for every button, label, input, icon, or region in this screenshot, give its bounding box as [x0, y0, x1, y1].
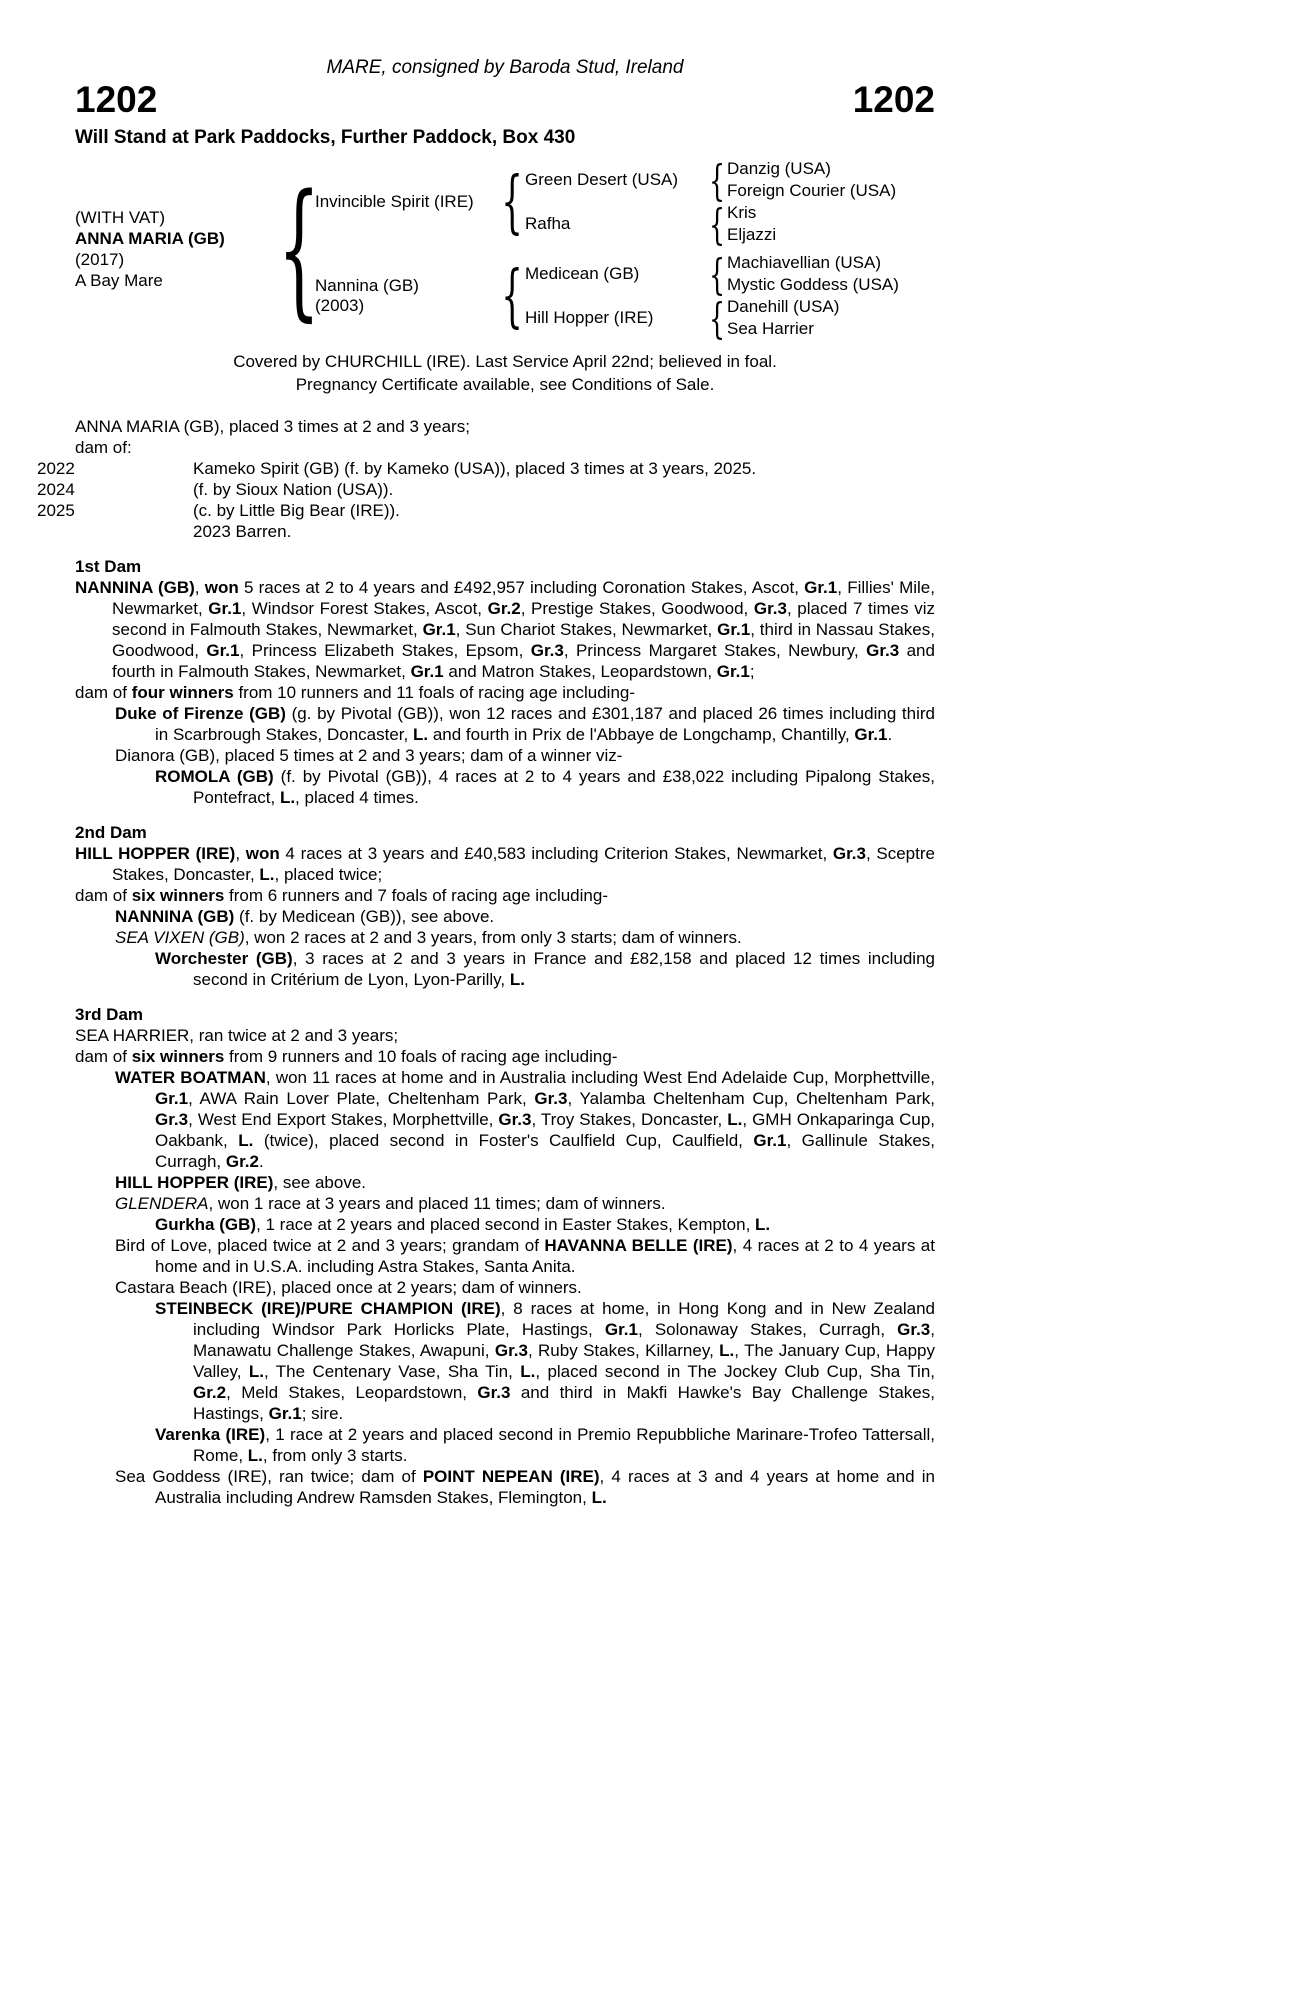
- great-grandparent-name: Danehill (USA): [727, 297, 840, 316]
- lot-number-right: 1202: [852, 79, 935, 120]
- great-grandparent-name: Mystic Goddess (USA): [727, 275, 899, 294]
- lot-number-row: [75, 80, 935, 120]
- covering-line: Covered by CHURCHILL (IRE). Last Service April 22nd; believed in foal.: [233, 352, 777, 371]
- dam-of-label: dam of:: [75, 438, 132, 457]
- pedigree-brace: {: [708, 199, 726, 249]
- lot-number-left: 1202: [75, 79, 158, 120]
- horse-entry: STEINBECK (IRE)/PURE CHAMPION (IRE), 8 races at home, in Hong Kong and in New Zealand including Windsor Park Horlicks Plate, Hastings, Gr.1, Solonaway Stakes, Curragh, Gr.3, Manawatu Challenge Stakes, Awapuni, Gr.3, Ruby Stakes, Killarney, L., The January Cup, Happy Valley, L., The Centenary Vase, Sha Tin, L., placed second in The Jockey Club Cup, Sha Tin, Gr.2, Meld Stakes, Leopardstown, Gr.3 and third in Makfi Hawke's Bay Challenge Stakes, Hastings, Gr.1; sire.: [155, 1299, 935, 1423]
- grandparent-name: Hill Hopper (IRE): [525, 308, 654, 327]
- horse-entry: HILL HOPPER (IRE), see above.: [115, 1173, 366, 1192]
- dam-of-summary: dam of six winners from 9 runners and 10 foals of racing age including-: [75, 1047, 618, 1066]
- dam-year: (2003): [315, 296, 365, 315]
- horse-entry: Worchester (GB), 3 races at 2 and 3 years in France and £82,158 and placed 12 times including second in Critérium de Lyon, Lyon-Parilly, L.: [155, 949, 935, 989]
- dam-of-summary: dam of four winners from 10 runners and 11 foals of racing age including-: [75, 683, 636, 702]
- horse-entry: SEA VIXEN (GB), won 2 races at 2 and 3 years, from only 3 starts; dam of winners.: [115, 928, 742, 947]
- produce-year: 2022: [37, 459, 75, 478]
- grandparent-name: Medicean (GB): [525, 264, 640, 283]
- granddam-branch: [525, 199, 896, 249]
- mare-race-record: ANNA MARIA (GB), placed 3 times at 2 and 3 years;: [75, 417, 470, 436]
- grandparent-name: Green Desert (USA): [525, 170, 679, 189]
- great-grandparent-name: Kris: [727, 203, 757, 222]
- horse-entry: Varenka (IRE), 1 race at 2 years and placed second in Premio Repubbliche Marinare-Trofeo Tattersall, Rome, L., from only 3 starts.: [155, 1425, 936, 1465]
- produce-record: 2025 (c. by Little Big Bear (IRE)).: [37, 501, 400, 520]
- subject-year: (2017): [75, 250, 125, 269]
- horse-entry: Dianora (GB), placed 5 times at 2 and 3 years; dam of a winner viz-: [115, 746, 623, 765]
- horse-entry: NANNINA (GB) (f. by Medicean (GB)), see above.: [115, 907, 495, 926]
- covering-details: [75, 350, 935, 396]
- great-grandparent-name: Sea Harrier: [727, 319, 814, 338]
- grandparent-name: Rafha: [525, 214, 571, 233]
- subject-name: ANNA MARIA (GB): [75, 229, 225, 248]
- pedigree-brace: {: [501, 162, 523, 242]
- horse-entry: SEA HARRIER, ran twice at 2 and 3 years;: [75, 1026, 399, 1045]
- pedigree-brace: {: [708, 155, 726, 205]
- dam-of-summary: dam of six winners from 6 runners and 7 foals of racing age including-: [75, 886, 608, 905]
- subject-vat: (WITH VAT): [75, 208, 166, 227]
- great-grandparent-name: Machiavellian (USA): [727, 253, 881, 272]
- produce-year: 2025: [37, 501, 75, 520]
- horse-entry: ROMOLA (GB) (f. by Pivotal (GB)), 4 races at 2 to 4 years and £38,022 including Pipalong Stakes, Pontefract, L., placed 4 times.: [155, 767, 935, 807]
- horse-entry: HILL HOPPER (IRE), won 4 races at 3 years and £40,583 including Criterion Stakes, Newmarket, Gr.3, Sceptre Stakes, Doncaster, L., placed twice;: [75, 844, 935, 884]
- horse-entry: Sea Goddess (IRE), ran twice; dam of POINT NEPEAN (IRE), 4 races at 3 and 4 years at home and in Australia including Andrew Ramsden Stakes, Flemington, L.: [115, 1467, 935, 1507]
- produce-record: 2022 Kameko Spirit (GB) (f. by Kameko (USA)), placed 3 times at 3 years, 2025.: [37, 459, 757, 478]
- pedigree-brace: {: [277, 163, 321, 335]
- dam-branch: [315, 249, 899, 343]
- horse-entry: GLENDERA, won 1 race at 3 years and placed 11 times; dam of winners.: [115, 1194, 666, 1213]
- horse-entry: Castara Beach (IRE), placed once at 2 years; dam of winners.: [115, 1278, 582, 1297]
- second-dam-heading: 2nd Dam: [75, 823, 147, 842]
- pedigree-brace: {: [501, 256, 523, 336]
- produce-record: 2023 Barren.: [193, 522, 292, 541]
- great-grandparent-name: Danzig (USA): [727, 159, 831, 178]
- horse-entry: Bird of Love, placed twice at 2 and 3 years; grandam of HAVANNA BELLE (IRE), 4 races at 2 to 4 years at home and in U.S.A. including Astra Stakes, Santa Anita.: [115, 1236, 935, 1276]
- sire-name: Invincible Spirit (IRE): [315, 192, 474, 211]
- produce-year: 2024: [37, 480, 75, 499]
- great-grandparent-name: Foreign Courier (USA): [727, 181, 897, 200]
- dam-name-block: [315, 276, 499, 316]
- pedigree-text: [37, 416, 936, 1508]
- pregnancy-certificate-line: Pregnancy Certificate available, see Conditions of Sale.: [295, 375, 715, 394]
- third-dam-heading: 3rd Dam: [75, 1005, 144, 1024]
- subject-description: A Bay Mare: [75, 271, 163, 290]
- grandsire-branch: [525, 155, 897, 205]
- horse-entry: WATER BOATMAN, won 11 races at home and in Australia including West End Adelaide Cup, Morphettville, Gr.1, AWA Rain Lover Plate, Cheltenham Park, Gr.3, Yalamba Cheltenham Cup, Cheltenham Park, Gr.3, West End Export Stakes, Morphettville, Gr.3, Troy Stakes, Doncaster, L., GMH Onkaparinga Cup, Oakbank, L. (twice), placed second in Foster's Caulfield Cup, Caulfield, Gr.1, Gallinule Stakes, Curragh, Gr.2.: [115, 1068, 935, 1171]
- pedigree-tree: [75, 155, 935, 343]
- subject-horse-block: [75, 207, 283, 291]
- horse-entry: Duke of Firenze (GB) (g. by Pivotal (GB)), won 12 races and £301,187 and placed 26 times including third in Scarbrough Stakes, Doncaster, L. and fourth in Prix de l'Abbaye de Longchamp, Chantilly, Gr.1.: [115, 704, 936, 744]
- great-grandparent-name: Eljazzi: [727, 225, 777, 244]
- pedigree-brace: {: [708, 249, 726, 299]
- first-dam-heading: 1st Dam: [75, 557, 142, 576]
- horse-entry: Gurkha (GB), 1 race at 2 years and placed second in Easter Stakes, Kempton, L.: [155, 1215, 771, 1234]
- dam-name: Nannina (GB): [315, 276, 419, 295]
- granddam-branch: [525, 293, 899, 343]
- catalogue-page: [37, 0, 936, 1508]
- horse-entry: NANNINA (GB), won 5 races at 2 to 4 years and £492,957 including Coronation Stakes, Ascot, Gr.1, Fillies' Mile, Newmarket, Gr.1, Windsor Forest Stakes, Ascot, Gr.2, Prestige Stakes, Goodwood, Gr.3, placed 7 times viz second in Falmouth Stakes, Newmarket, Gr.1, Sun Chariot Stakes, Newmarket, Gr.1, third in Nassau Stakes, Goodwood, Gr.1, Princess Elizabeth Stakes, Epsom, Gr.3, Princess Margaret Stakes, Newbury, Gr.3 and fourth in Falmouth Stakes, Newmarket, Gr.1 and Matron Stakes, Leopardstown, Gr.1;: [75, 578, 935, 681]
- consignor-line: MARE, consigned by Baroda Stud, Ireland: [326, 57, 684, 78]
- sire-branch: [315, 155, 899, 249]
- produce-record: 2024 (f. by Sioux Nation (USA)).: [37, 480, 394, 499]
- pedigree-brace: {: [708, 293, 726, 343]
- grandsire-branch: [525, 249, 899, 299]
- stand-location-line: Will Stand at Park Paddocks, Further Paddock, Box 430: [75, 127, 576, 148]
